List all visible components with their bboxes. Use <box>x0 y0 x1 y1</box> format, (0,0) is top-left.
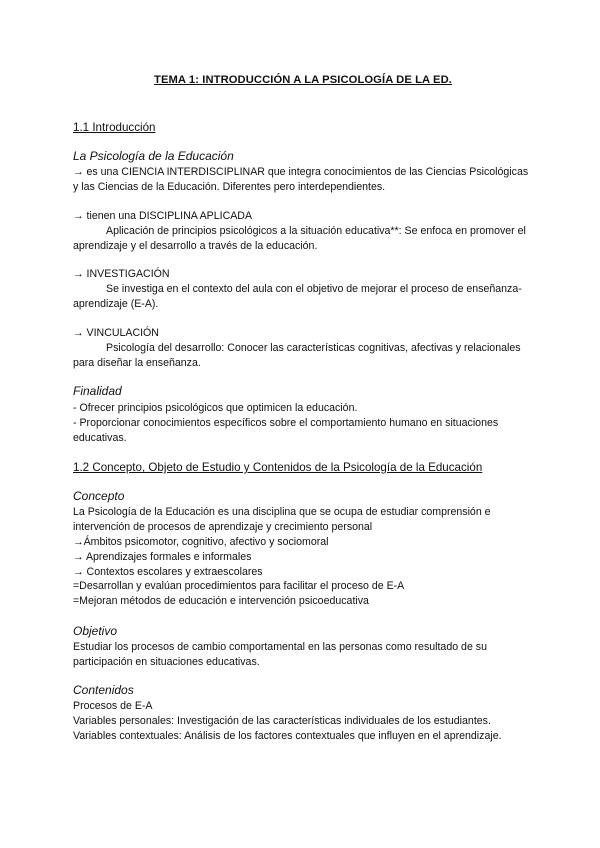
paragraph-ciencia-interdisciplinar: → es una CIENCIA INTERDISCIPLINAR que integra conocimientos de las Ciencias Psicológicas y las Ciencias de la Educación. Diferentes pero interdependientes. <box>73 166 529 193</box>
paragraph-vinculacion: Psicología del desarrollo: Conocer las características cognitivas, afectivas y relacionales para diseñar la enseñanza. <box>73 342 521 369</box>
subheading-finalidad: Finalidad <box>73 384 122 398</box>
paragraph-disciplina-aplicada: Aplicación de principios psicológicos a la situación educativa**: Se enfoca en promover el aprendizaje y el desarrollo a través de la educación. <box>73 225 526 252</box>
concepto-item: → Contextos escolares y extraescolares <box>73 566 263 578</box>
finalidad-item-1: - Ofrecer principios psicológicos que optimicen la educación. <box>73 402 358 414</box>
paragraph-objetivo: Estudiar los procesos de cambio comportamental en las personas como resultado de su participación en situaciones educativas. <box>73 641 487 668</box>
subheading-objetivo: Objetivo <box>73 624 118 638</box>
concepto-item: =Mejoran métodos de educación e intervención psicoeducativa <box>73 595 369 607</box>
subheading-contenidos: Contenidos <box>73 683 134 697</box>
document-title: TEMA 1: INTRODUCCIÓN A LA PSICOLOGÍA DE LA ED. <box>154 74 452 86</box>
contenidos-item: Procesos de E-A <box>73 700 153 712</box>
contenidos-item: Variables contextuales: Análisis de los factores contextuales que influyen en el aprendizaje. <box>73 730 502 742</box>
subheading-psicologia-educacion: La Psicología de la Educación <box>73 149 234 163</box>
paragraph-investigacion: Se investiga en el contexto del aula con el objetivo de mejorar el proceso de enseñanza-aprendizaje (E-A). <box>73 283 522 310</box>
section-heading-introduccion: 1.1 Introducción <box>73 121 156 134</box>
subheading-concepto: Concepto <box>73 489 125 503</box>
section-heading-concepto: 1.2 Concepto, Objeto de Estudio y Contenidos de la Psicología de la Educación <box>73 461 483 474</box>
finalidad-item-2: - Proporcionar conocimientos específicos sobre el comportamiento humano en situaciones educativas. <box>73 417 499 444</box>
concepto-item: → Aprendizajes formales e informales <box>73 551 252 563</box>
label-vinculacion: → VINCULACIÓN <box>73 327 159 339</box>
contenidos-item: Variables personales: Investigación de las características individuales de los estudiantes. <box>73 715 491 727</box>
concepto-item: =Desarrollan y evalúan procedimientos para facilitar el proceso de E-A <box>73 580 405 592</box>
concepto-item: →Ámbitos psicomotor, cognitivo, afectivo y sociomoral <box>73 536 329 548</box>
label-investigacion: → INVESTIGACIÓN <box>73 268 170 280</box>
paragraph-concepto: La Psicología de la Educación es una disciplina que se ocupa de estudiar comprensión e intervención de procesos de aprendizaje y crecimiento personal <box>73 506 491 533</box>
label-disciplina-aplicada: → tienen una DISCIPLINA APLICADA <box>73 210 253 222</box>
